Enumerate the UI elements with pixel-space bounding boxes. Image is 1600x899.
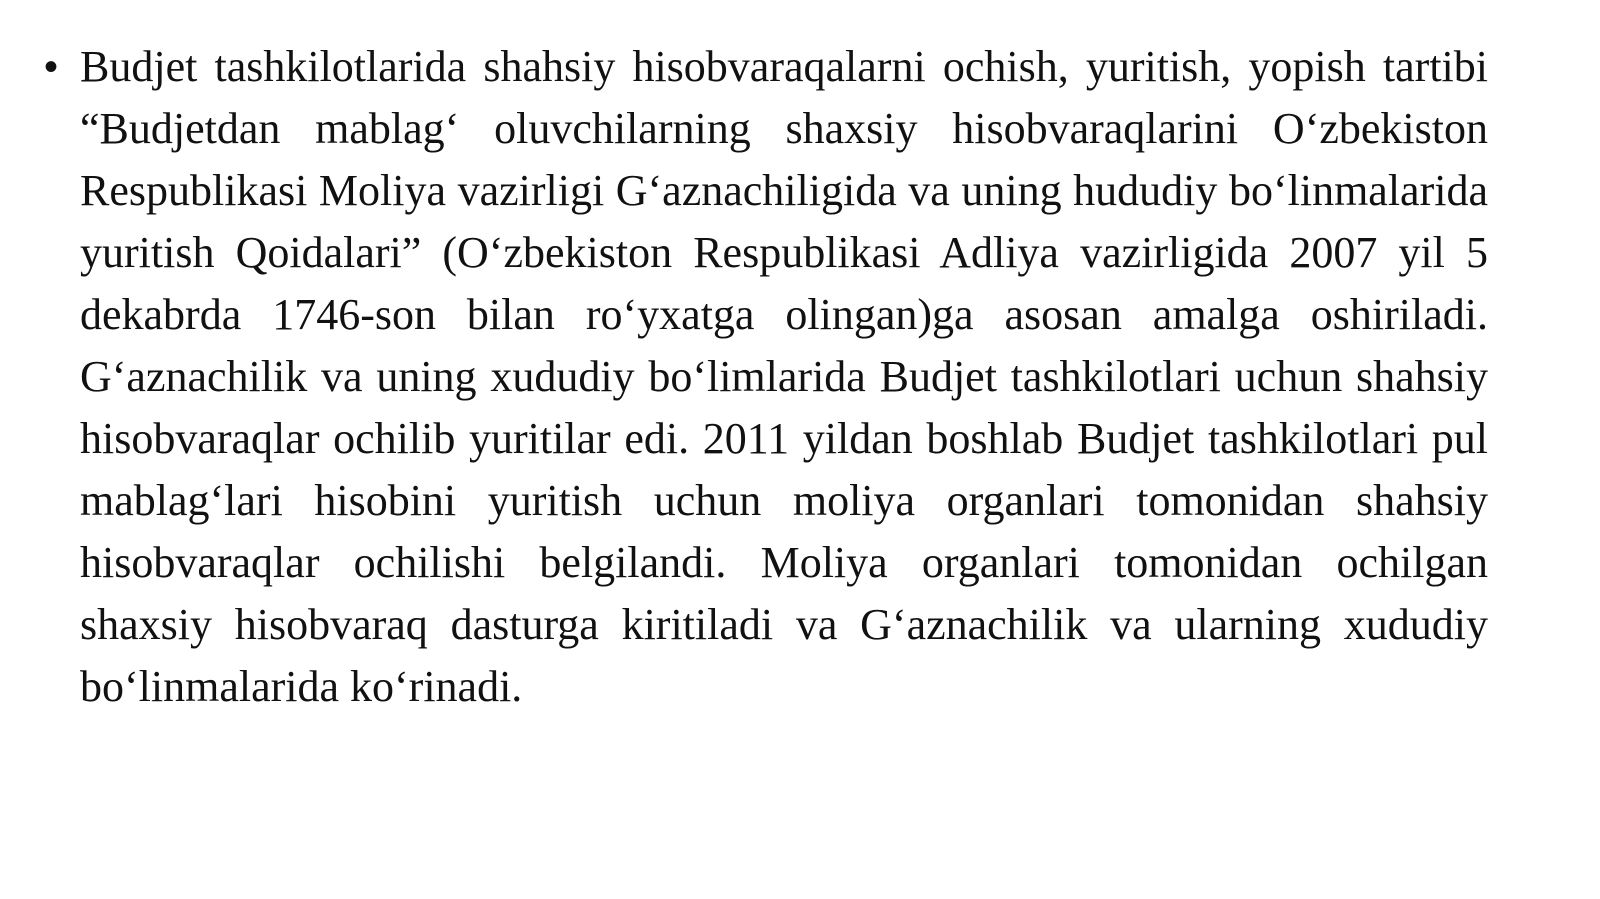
bullet-marker: • bbox=[44, 45, 59, 89]
bullet-list bbox=[44, 36, 1488, 718]
bullet-paragraph: Budjet tashkilotlarida shahsiy hisobvaraqalarni ochish, yuritish, yopish tartibi “Budjetdan mablag‘ oluvchilarning shaxsiy hisobvaraqlarini O‘zbekiston Respublikasi Moliya vazirligi G‘aznachiligida va uning hududiy bo‘linmalarida yuritish Qoidalari” (O‘zbekiston Respublikasi Adliya vazirligida 2007 yil 5 dekabrda 1746-son bilan ro‘yxatga olingan)ga asosan amalga oshiriladi. G‘aznachilik va uning xududiy bo‘limlarida Budjet tashkilotlari uchun shahsiy hisobvaraqlar ochilib yuritilar edi. 2011 yildan boshlab Budjet tashkilotlari pul mablag‘lari hisobini yuritish uchun moliya organlari tomonidan shahsiy hisobvaraqlar ochilishi belgilandi. Moliya organlari tomonidan ochilgan shaxsiy hisobvaraq dasturga kiritiladi va G‘aznachilik va ularning xududiy bo‘linmalarida ko‘rinadi. bbox=[80, 42, 1488, 711]
bullet-item bbox=[44, 36, 1488, 718]
